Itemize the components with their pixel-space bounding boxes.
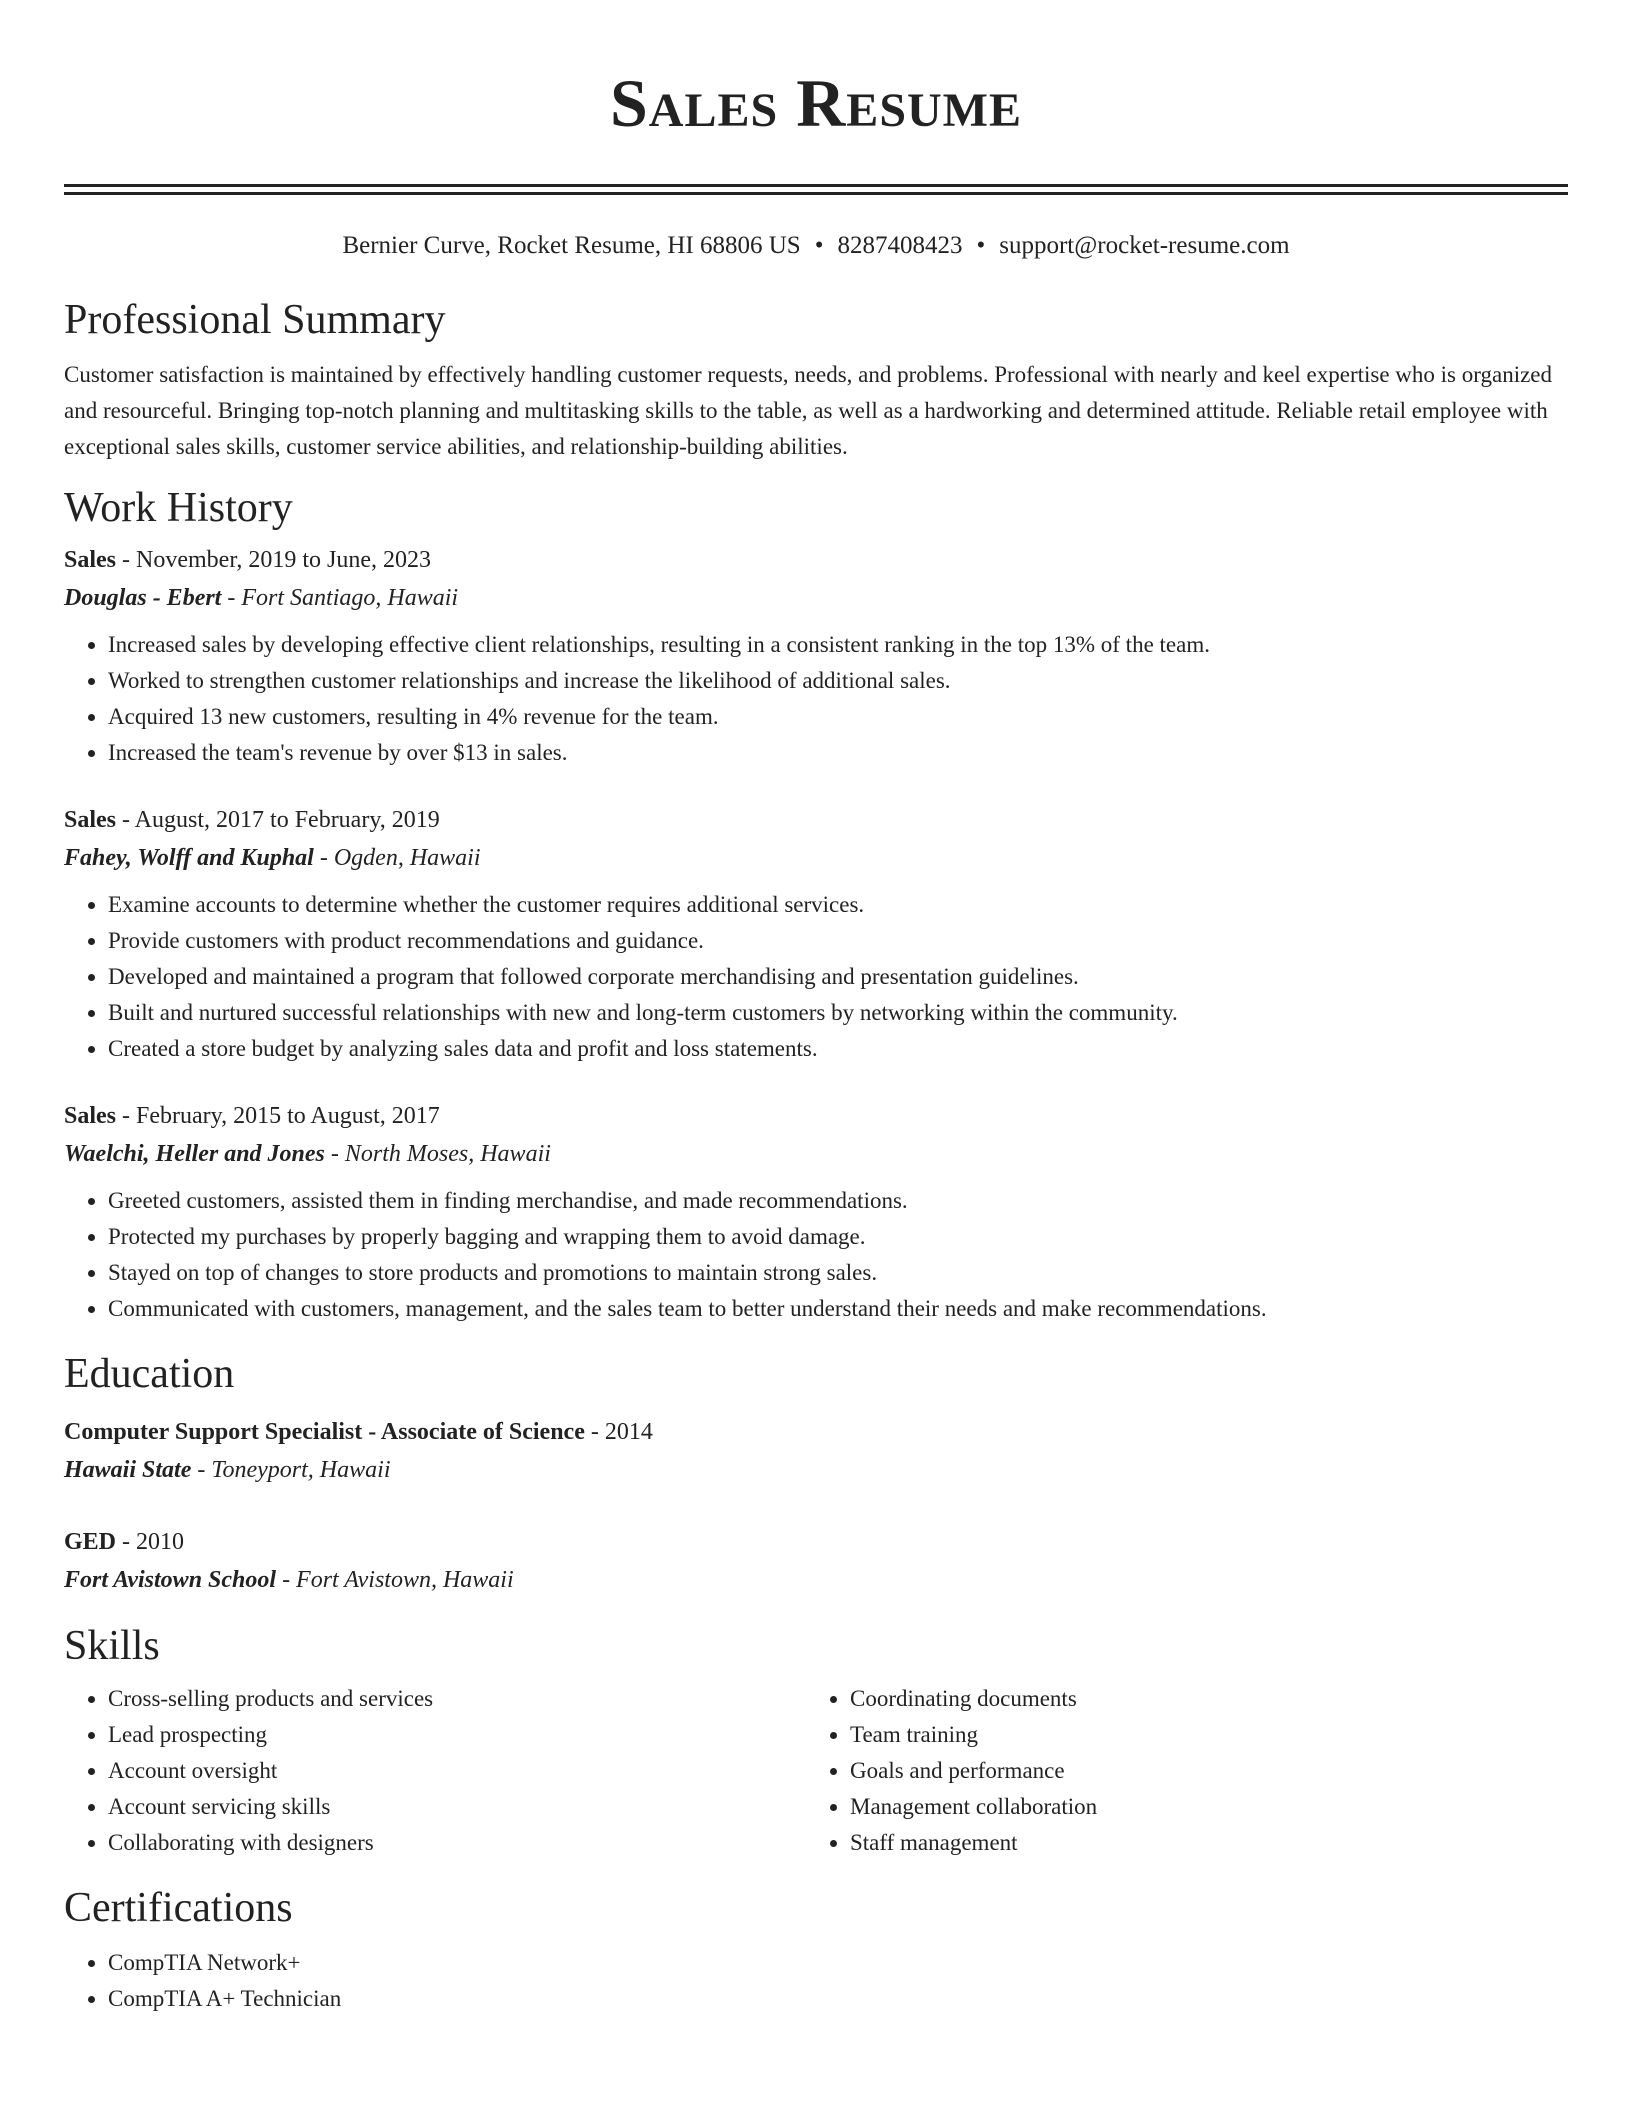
education-degree: GED [64, 1529, 117, 1555]
job-title: Sales [64, 807, 117, 833]
skills-list-left [64, 1681, 806, 1861]
list-item: • Lead prospecting [108, 1717, 806, 1753]
list-item: • Goals and performance [850, 1753, 1548, 1789]
education-school-line [64, 1561, 1568, 1599]
job-title-line [64, 541, 1568, 579]
job-bullets [64, 1183, 1568, 1327]
list-item: • Increased sales by developing effective client relationships, resulting in a consistent ranking in the top 13% of the team. [108, 627, 1568, 663]
skills-column-left [64, 1681, 806, 1861]
job-entry [64, 541, 1568, 771]
list-item: • Protected my purchases by properly bagging and wrapping them to avoid damage. [108, 1219, 1568, 1255]
job-bullets [64, 627, 1568, 771]
job-location: - Ogden, Hawaii [313, 845, 481, 871]
job-title: Sales [64, 547, 117, 573]
contact-line [64, 229, 1568, 263]
list-item: • Collaborating with designers [108, 1825, 806, 1861]
job-company: Douglas - Ebert [64, 585, 222, 611]
title-double-rule [64, 184, 1568, 195]
education-degree-line [64, 1413, 1568, 1451]
list-item: • CompTIA Network+ [108, 1945, 1568, 1981]
job-location: - North Moses, Hawaii [324, 1141, 551, 1167]
education-degree: Computer Support Specialist - Associate of Science [64, 1419, 585, 1445]
contact-phone: 8287408423 [837, 232, 963, 259]
job-company-line [64, 579, 1568, 617]
education-entry [64, 1413, 1568, 1489]
job-dates: - November, 2019 to June, 2023 [116, 547, 432, 573]
job-title-line [64, 801, 1568, 839]
job-bullets [64, 887, 1568, 1067]
contact-separator: • [976, 232, 986, 259]
list-item: • Greeted customers, assisted them in finding merchandise, and made recommendations. [108, 1183, 1568, 1219]
list-item: • Coordinating documents [850, 1681, 1548, 1717]
education-degree-line [64, 1523, 1568, 1561]
job-dates: - February, 2015 to August, 2017 [116, 1103, 440, 1129]
job-location: - Fort Santiago, Hawaii [221, 585, 459, 611]
education-location: - Toneyport, Hawaii [191, 1457, 391, 1483]
list-item: • Stayed on top of changes to store products and promotions to maintain strong sales. [108, 1255, 1568, 1291]
job-title: Sales [64, 1103, 117, 1129]
education-heading: Education [64, 1351, 235, 1397]
list-item: • Built and nurtured successful relationships with new and long-term customers by networking within the community. [108, 995, 1568, 1031]
list-item: • Examine accounts to determine whether the customer requires additional services. [108, 887, 1568, 923]
list-item: • CompTIA A+ Technician [108, 1981, 1568, 2017]
education-entry [64, 1523, 1568, 1599]
job-entry [64, 1097, 1568, 1327]
list-item: • Cross-selling products and services [108, 1681, 806, 1717]
contact-address: Bernier Curve, Rocket Resume, HI 68806 US [342, 232, 801, 259]
job-company-line [64, 1135, 1568, 1173]
education-year: - 2010 [116, 1529, 185, 1555]
skills-columns [64, 1681, 1568, 1861]
list-item: • Management collaboration [850, 1789, 1548, 1825]
list-item: • Worked to strengthen customer relationships and increase the likelihood of additional sales. [108, 663, 1568, 699]
summary-heading: Professional Summary [64, 297, 446, 343]
education-school: Fort Avistown School [64, 1567, 277, 1593]
work-history-heading: Work History [64, 485, 293, 531]
job-dates: - August, 2017 to February, 2019 [116, 807, 440, 833]
education-year: - 2014 [584, 1419, 653, 1445]
list-item: • Developed and maintained a program that followed corporate merchandising and presentation guidelines. [108, 959, 1568, 995]
contact-separator: • [814, 232, 824, 259]
education-school: Hawaii State [64, 1457, 192, 1483]
job-company-line [64, 839, 1568, 877]
list-item: • Provide customers with product recommendations and guidance. [108, 923, 1568, 959]
summary-text: Customer satisfaction is maintained by effectively handling customer requests, needs, and problems. Professional with nearly and keel expertise who is organized and resourceful. Bringing top-notch planning and multitasking skills to the table, as well as a hardworking and determined attitude. Reliable retail employee with exceptional sales skills, customer service abilities, and relationship-building abilities. [64, 362, 1553, 459]
job-company: Waelchi, Heller and Jones [64, 1141, 325, 1167]
list-item: • Account servicing skills [108, 1789, 806, 1825]
education-location: - Fort Avistown, Hawaii [276, 1567, 514, 1593]
skills-heading: Skills [64, 1623, 160, 1669]
certifications-list [64, 1945, 1568, 2017]
job-title-line [64, 1097, 1568, 1135]
skills-column-right [806, 1681, 1548, 1861]
list-item: • Communicated with customers, management, and the sales team to better understand their needs and make recommendations. [108, 1291, 1568, 1327]
resume-title: Sales Resume [609, 65, 1022, 141]
list-item: • Increased the team's revenue by over $13 in sales. [108, 735, 1568, 771]
education-school-line [64, 1451, 1568, 1489]
list-item: • Acquired 13 new customers, resulting in 4% revenue for the team. [108, 699, 1568, 735]
certifications-heading: Certifications [64, 1885, 293, 1931]
job-entry [64, 801, 1568, 1067]
list-item: • Staff management [850, 1825, 1548, 1861]
list-item: • Team training [850, 1717, 1548, 1753]
contact-email: support@rocket-resume.com [999, 232, 1290, 259]
list-item: • Account oversight [108, 1753, 806, 1789]
list-item: • Created a store budget by analyzing sales data and profit and loss statements. [108, 1031, 1568, 1067]
skills-list-right [806, 1681, 1548, 1861]
job-company: Fahey, Wolff and Kuphal [64, 845, 314, 871]
